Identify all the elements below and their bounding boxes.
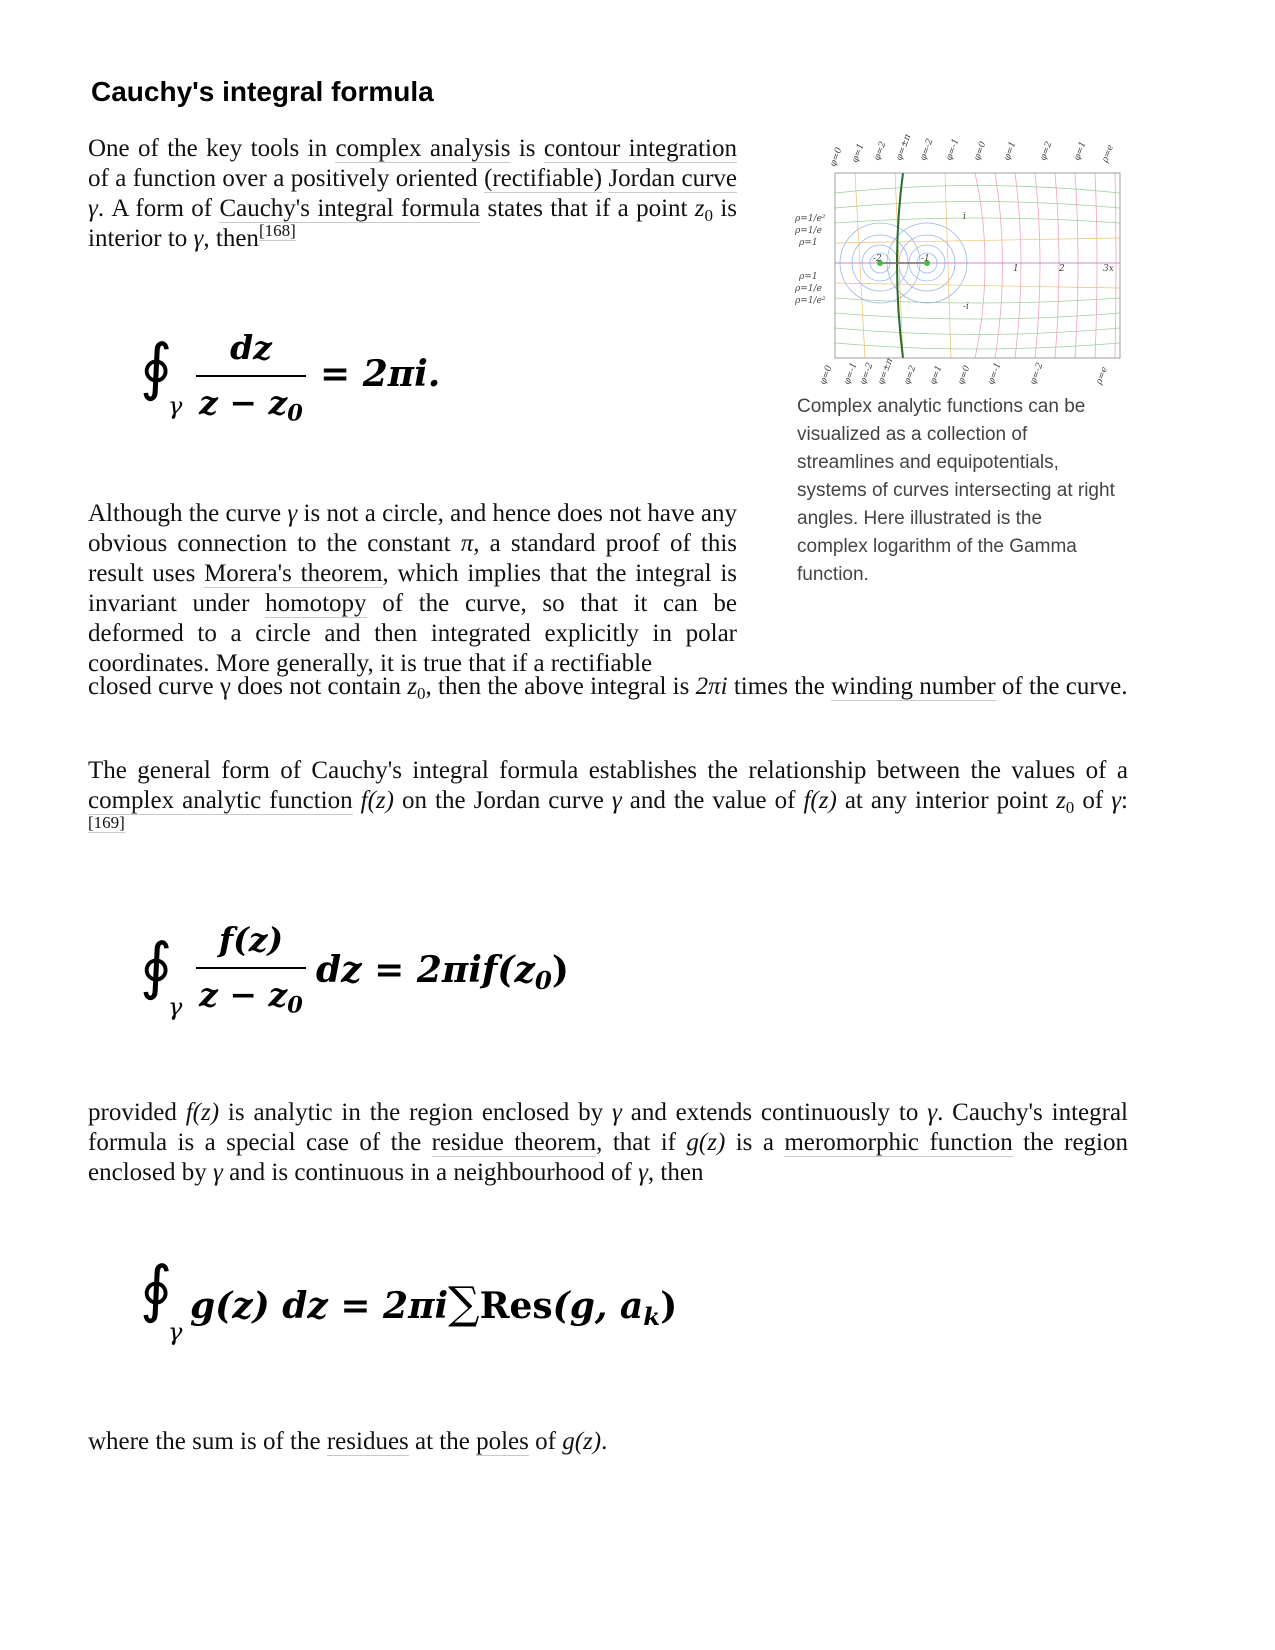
text: is (510, 135, 544, 162)
residue-close-paren: ) (660, 1285, 678, 1327)
residue-args-subscript: k (643, 1301, 661, 1331)
math-gamma: γ (638, 1159, 648, 1186)
text: The general form of Cauchy's integral formula establishes the relationship between the values of a (88, 757, 1128, 784)
text: of the curve. (995, 673, 1128, 700)
phi-label: φ=±π (894, 133, 914, 163)
math-gamma: γ (287, 500, 298, 527)
paragraph-proof-part1 (88, 499, 737, 679)
math-f-of-z: f(z) (803, 787, 837, 814)
text: closed curve (88, 673, 220, 700)
link-complex-analysis[interactable]: complex analysis (335, 135, 511, 162)
contour-integral-sign: ∮ (140, 929, 173, 1002)
text (353, 787, 361, 814)
rho-e-label: ρ=e (1100, 143, 1117, 165)
integral-subscript: γ (168, 392, 183, 420)
link-cauchys-integral-formula[interactable]: Cauchy's integral formula (219, 195, 481, 222)
math-subscript: 0 (704, 205, 714, 225)
phi-label: φ=-2 (858, 361, 876, 386)
text: , then (203, 225, 259, 252)
summation-sign: ∑ (448, 1278, 480, 1329)
text: provided (88, 1099, 186, 1126)
equation-body (190, 1278, 677, 1329)
phi-label: φ=2 (902, 364, 919, 386)
axis-tick-label: 1 (1013, 264, 1019, 274)
denominator-subscript: 0 (287, 992, 303, 1019)
citation-168[interactable]: [168] (258, 220, 296, 240)
fraction-denominator (196, 383, 306, 427)
text: , which implies that the integral is invariant under (88, 560, 737, 617)
text: times the (727, 673, 832, 700)
phi-label: φ=-1 (986, 361, 1004, 386)
text: and the value of (621, 787, 804, 814)
imaginary-i-label: i (963, 212, 966, 222)
axis-end-label: 3x (1103, 264, 1114, 274)
text: at the (408, 1428, 477, 1455)
residue-args: (g, a (552, 1285, 644, 1327)
text: of (528, 1428, 563, 1455)
equation-lhs: g(z) dz = 2πi (190, 1285, 449, 1327)
rho-label: ρ=1/e² (795, 296, 826, 306)
text: does not contain (230, 673, 408, 700)
math-subscript: 0 (1065, 797, 1075, 817)
fraction (196, 328, 306, 427)
paragraph-proof-part2 (88, 672, 1133, 702)
fraction-numerator: f(z) (218, 920, 284, 959)
equation-1 (140, 320, 460, 430)
text: , a standard proof of this result uses (88, 530, 738, 587)
math-g-of-z: g(z) (686, 1129, 726, 1156)
denominator-text: z − z (199, 975, 288, 1014)
math-2-pi-i: 2πi (695, 673, 728, 700)
phi-label: φ=-2 (918, 137, 936, 163)
math-g-of-z: g(z) (562, 1428, 602, 1455)
math-z: z (407, 673, 418, 700)
phi-label: φ=0 (956, 364, 973, 386)
fraction (196, 920, 306, 1019)
equation-rhs (316, 949, 569, 995)
gamma-log-plot-figure[interactable] (795, 133, 1125, 386)
link-poles[interactable]: poles (476, 1428, 529, 1455)
text: is not a circle, and hence does not have any obvious connection to the constant (88, 500, 737, 557)
paragraph-residues-sum (88, 1427, 788, 1457)
axis-tick-label: 2 (1059, 264, 1065, 274)
text: is interior to (88, 195, 737, 252)
text: , then the above integral is (425, 673, 696, 700)
text: . A form of (97, 195, 220, 222)
fraction-bar (196, 375, 306, 377)
text: . (601, 1428, 608, 1455)
math-subscript: 0 (417, 683, 426, 703)
text: and is continuous in a neighbourhood of (222, 1159, 639, 1186)
phi-label: φ=0 (818, 364, 835, 386)
math-gamma: γ (88, 195, 98, 222)
paragraph-intro (88, 134, 737, 254)
rho-label: ρ=1 (799, 272, 818, 282)
rho-label: ρ=1/e (795, 226, 822, 236)
axis-tick-label: -1 (921, 254, 930, 264)
text: of the curve, so that it can be deformed to a circle and then integrated explicitly in polar coordinates. More generally, it is true that if a rectifiable (88, 590, 737, 677)
rhs-close-paren: ) (551, 949, 569, 991)
text: . Cauchy's integral formula is a special case of the (88, 1099, 1128, 1156)
text: on the Jordan curve (393, 787, 612, 814)
text: and extends continuously to (621, 1099, 928, 1126)
link-winding-number[interactable]: winding number (831, 673, 996, 700)
phi-label: φ=1 (850, 142, 867, 165)
denominator-text: z − z (199, 383, 288, 422)
phi-label: φ=2 (1038, 140, 1055, 163)
phi-label: φ=0 (828, 146, 845, 169)
integral-subscript: γ (168, 993, 183, 1021)
contour-integral-sign: ∮ (140, 330, 173, 403)
fraction-numerator: dz (230, 328, 272, 367)
integral-subscript: γ (168, 1318, 183, 1346)
text: : (1121, 787, 1128, 814)
text: the region enclosed by (88, 1129, 1129, 1186)
text: , that if (596, 1129, 687, 1156)
rhs-text: dz = 2πif(z (316, 949, 535, 991)
phi-label: φ=2 (872, 140, 889, 163)
math-gamma: γ (219, 673, 231, 700)
rho-label: ρ=1/e² (795, 214, 826, 224)
phi-label: φ=-1 (944, 137, 962, 163)
imaginary-minus-i-label: -i (963, 302, 969, 312)
link-rectifiable[interactable]: (rectifiable) (484, 165, 603, 192)
math-gamma: γ (611, 787, 622, 814)
text: , then (647, 1159, 704, 1186)
equation-rhs: = 2πi. (320, 353, 441, 395)
link-contour-integration[interactable]: contour integration (543, 135, 737, 162)
phi-label: φ=1 (1072, 140, 1089, 163)
text: One of the key tools in (88, 135, 336, 162)
link-residue-theorem[interactable]: residue theorem (431, 1129, 597, 1156)
citation-169[interactable]: [169] (88, 812, 125, 832)
text: states that if a point (480, 195, 695, 222)
text: is a (725, 1129, 785, 1156)
phi-label: φ=-2 (1028, 361, 1046, 386)
link-homotopy[interactable]: homotopy (265, 590, 367, 617)
link-meromorphic-function[interactable]: meromorphic function (784, 1129, 1013, 1156)
rhs-subscript: 0 (534, 965, 552, 995)
text: Although the curve (88, 500, 288, 527)
equation-3 (140, 1248, 700, 1358)
phi-label: φ=0 (972, 140, 989, 163)
equation-2 (140, 915, 610, 1030)
phi-label: φ=±π (876, 356, 896, 386)
math-gamma: γ (927, 1099, 938, 1126)
math-z: z (1056, 787, 1066, 814)
figure-caption: Complex analytic functions can be visualized as a collection of streamlines and equipotentials, systems of curves intersecting at right angles. Here illustrated is the complex logarithm of the Gamma function. (797, 396, 1115, 585)
math-f-of-z: f(z) (360, 787, 394, 814)
math-z: z (694, 195, 705, 222)
math-gamma: γ (612, 1099, 622, 1126)
text: is analytic in the region enclosed by (219, 1099, 613, 1126)
link-complex-analytic-function[interactable]: complex analytic function (88, 787, 353, 814)
math-gamma: γ (193, 225, 204, 252)
fraction-bar (196, 967, 306, 969)
link-residues[interactable]: residues (326, 1428, 409, 1455)
text: where the sum is of the (88, 1428, 327, 1455)
text: of a function over a positively oriented (88, 165, 485, 192)
link-jordan-curve[interactable]: Jordan curve (608, 165, 738, 192)
phi-label: φ=-1 (842, 361, 860, 386)
axis-tick-label: -2 (873, 254, 882, 264)
text: of (1074, 787, 1112, 814)
math-gamma: γ (1111, 787, 1122, 814)
rho-e-label: ρ=e (1094, 365, 1111, 386)
paragraph-general-form (88, 756, 1128, 846)
text: at any interior point (836, 787, 1057, 814)
rho-label: ρ=1 (799, 238, 818, 248)
math-f-of-z: f(z) (185, 1099, 220, 1126)
rho-label: ρ=1/e (795, 284, 822, 294)
fraction-denominator (196, 975, 306, 1019)
contour-integral-sign: ∮ (140, 1252, 173, 1325)
phi-label: φ=1 (1002, 140, 1019, 163)
phi-label: φ=1 (928, 364, 945, 386)
math-gamma: γ (212, 1159, 223, 1186)
section-heading: Cauchy's integral formula (91, 76, 434, 107)
math-pi: π (460, 530, 474, 557)
denominator-subscript: 0 (287, 400, 303, 427)
link-moreras-theorem[interactable]: Morera's theorem (204, 560, 383, 587)
residue-operator: Res (479, 1285, 553, 1327)
paragraph-residue (88, 1098, 1128, 1188)
